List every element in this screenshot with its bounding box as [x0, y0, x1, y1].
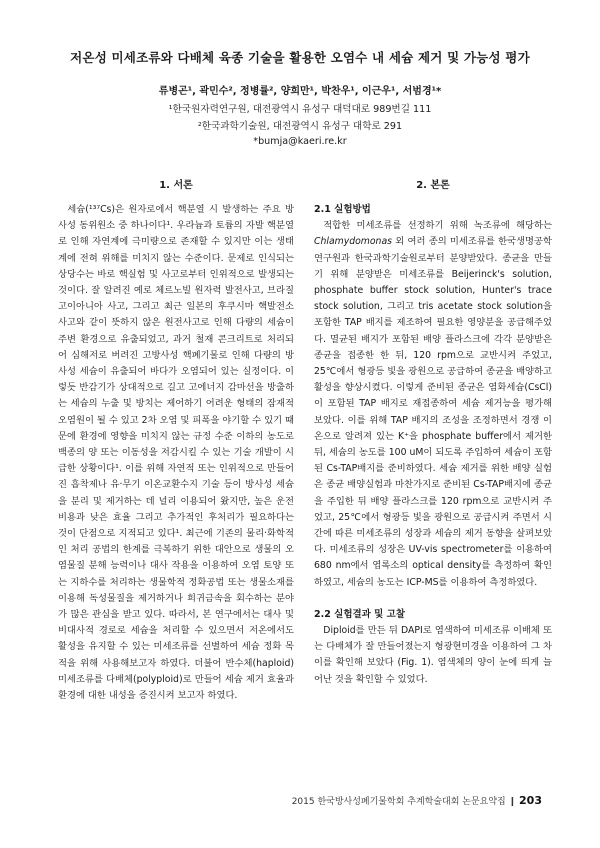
page-number: 203 — [519, 794, 542, 807]
methods-paragraph — [314, 218, 552, 591]
paper-title: 저온성 미세조류와 다배체 육종 기술을 활용한 오염수 내 세슘 제거 및 가능성 평가 — [70, 50, 530, 65]
results-paragraph: Diploid를 만든 뒤 DAPI로 염색하여 미세조류 이배체 또는 다배체가 잘 만들어졌는지 형광현미경을 이용하여 그 차이를 확인해 보았다 (Fig. 1). 염색체의 양이 눈에 띄게 늘어난 것을 확인할 수 있었다. — [314, 625, 552, 685]
right-column — [314, 202, 552, 688]
corresponding-email: *bumja@kaeri.re.kr — [253, 136, 347, 147]
affiliation-2: ²한국과학기술원, 대전광역시 유성구 대학로 291 — [197, 121, 403, 132]
affiliation-1: ¹한국원자력연구원, 대전광역시 유성구 대덕대로 989번길 111 — [168, 104, 432, 115]
introduction-paragraph: 세슘(¹³⁷Cs)은 원자로에서 핵분열 시 발생하는 주요 방사성 동위원소 중 하나이다¹. 우라늄과 토륨의 자발 핵분열로 인해 자연계에 극미량으로 존재할 수 있지만 이는 생태계에 전혀 위해를 미치지 않는 수준이다. 문제로 인식되는 상당수는 바로 핵실험 및 사고로부터 인위적으로 발생되는 것이다. 잘 알려진 예로 체르노빌 원자력 발전사고, 브라질 고이아니아 사고, 그리고 최근 일본의 후쿠시마 핵발전소 사고와 같이 뜻하지 않은 원전사고로 인해 다량의 세슘이 주변 환경으로 유출되었고, 과거 철재 콘크리트로 처리되어 심해저로 버려진 고방사성 핵폐기물로 인해 다량의 방사성 세슘이 유출되어 바다가 오염되어 있는 실정이다. 이렇듯 반감기가 상대적으로 길고 고에너지 감마선을 방출하는 세슘의 누출 및 방치는 제어하기 어려운 형태의 잠재적 오염원이 될 수 있고 2차 오염 및 피폭을 야기할 수 있기 때문에 환경에 영향을 미치지 않는 규정 수준 이하의 농도로 백종의 양 또는 이동성을 저감시킬 수 있는 기술 개발이 시급한 상황이다¹. 이를 위해 자연적 또는 인위적으로 만들어진 흡착제나 유·무기 이온교환수지 기술 등이 방사성 세슘을 분리 및 제거하는 데 널리 이용되어 왔지만, 높은 운전비용과 낮은 효율 그리고 추가적인 후처리가 필요하다는 것이 단점으로 지적되고 있다¹. 최근에 기존의 물리·화학적인 처리 공법의 한계를 극복하기 위한 대안으로 생물의 오염물질 분해 능력이나 대사 작용을 이용하여 오염 토양 또는 지하수를 처리하는 생물학적 정화공법 또는 생물소재를 이용해 독성물질을 제거하거나 희귀금속을 회수하는 분야가 많은 관심을 받고 있다. 따라서, 본 연구에서는 대사 및 비대사적 경로로 세슘을 처리할 수 있으면서 저온에서도 활성을 유지할 수 있는 미세조류를 선별하여 세슘 정화 목적을 위해 사용해보고자 하였다. 더불어 반수체(haploid) 미세조류를 다배체(polyploid)로 만들어 세슘 제거 효율과 환경에 대한 내성을 증진시켜 보고자 하였다. — [58, 204, 295, 702]
species-name: Chlamydomonas — [314, 236, 392, 248]
methods-text-start: 적합한 미세조류를 선정하기 위해 녹조류에 해당하는 — [323, 220, 552, 232]
left-column — [58, 202, 294, 704]
subsection-heading-methods: 2.1 실험방법 — [314, 204, 371, 215]
section-heading-main: 2. 본론 — [416, 180, 450, 191]
section-heading-introduction: 1. 서론 — [159, 180, 193, 191]
proceedings-name: 2015 한국방사성폐기물학회 추계학술대회 논문요약집 — [291, 797, 506, 807]
footer-separator: ❙ — [508, 797, 520, 807]
author-list: 류병곤¹, 곽민수², 정병률², 양희만¹, 박찬우¹, 이근우¹, 서범경¹* — [158, 86, 442, 97]
subsection-heading-results: 2.2 실험결과 및 고찰 — [314, 608, 405, 620]
methods-text-rest: 외 여러 종의 미세조류를 한국생명공학연구원과 한국과학기술원로부터 분양받았다. 종균을 만들기 위해 분양받은 미세조류를 Beijerinck's solution, phosphate buffer stock solution, Hunter's trace stock solution, 그리고 tris acetate stock solution을 포함한 TAP 배지를 제조하여 필요한 영양분을 공급해주었다. 멸균된 배지가 포함된 배양 플라스크에 각각 분양받은 종균을 접종한 한 뒤, 120 rpm으로 교반시켜 주었고, 25℃에서 형광등 빛을 광원으로 공급하여 종균을 배양하고 활성을 향상시켰다. 이렇게 준비된 종균은 염화세슘(CsCl)이 포함된 TAP 배지로 재접종하여 세슘 제거능을 평가해 보았다. 이를 위해 TAP 배지의 조성을 조정하면서 경쟁 이온으로 알려져 있는 K⁺을 phosphate buffer에서 제거한 뒤, 세슘의 농도를 100 uM이 되도록 주입하여 세슘이 포함된 Cs-TAP배지를 준비하였다. 세슘 제거를 위한 배양 실험은 종균 배양실험과 마찬가지로 준비된 Cs-TAP배지에 종균을 주입한 뒤 배양 플라스크를 120 rpm으로 교반시켜 주었고, 25℃에서 형광등 빛을 광원으로 공급시켜 주면서 시간에 따른 미세조류의 성장과 세슘의 제거 동향을 살펴보았다. 미세조류의 성장은 UV-vis spectrometer를 이용하여 680 nm에서 엽록소의 optical density를 측정하여 확인하였고, 세슘의 농도는 ICP-MS를 이용하여 측정하였다. — [314, 236, 552, 588]
page-footer — [292, 794, 542, 807]
